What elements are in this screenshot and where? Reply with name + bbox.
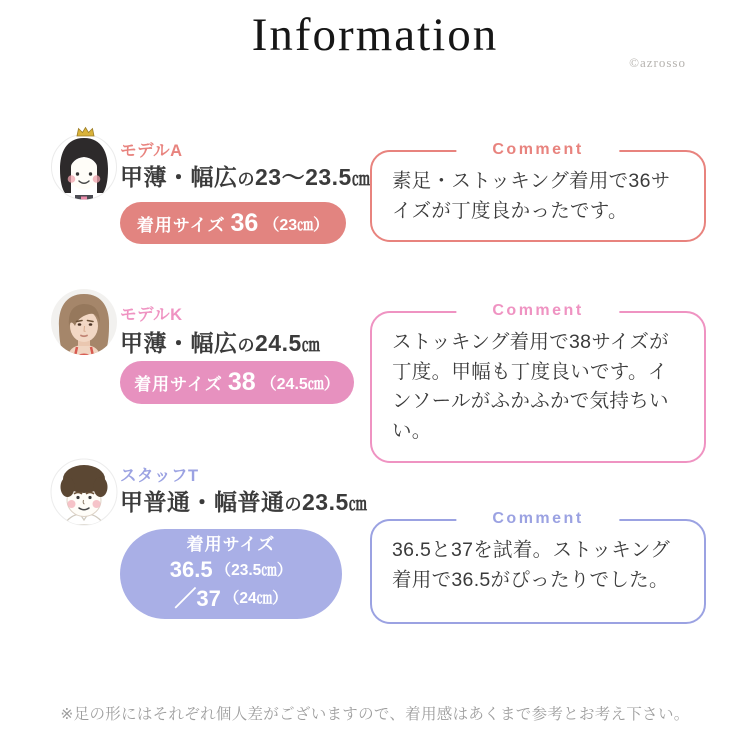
worn-size-value: 36	[230, 208, 259, 237]
comment-bubble	[370, 302, 706, 463]
foot-profile	[120, 325, 320, 358]
model-name: モデルA	[120, 142, 183, 160]
worn-size-line	[170, 556, 293, 585]
model-k-section	[50, 288, 712, 446]
model-name: スタッフT	[120, 467, 199, 485]
model-name: モデルK	[120, 306, 183, 324]
comment-bubble	[370, 510, 706, 624]
worn-size-badge	[120, 361, 354, 404]
staff-t-section	[50, 456, 712, 628]
comment-text: ストッキング着用で38サイズが丁度。甲幅も丁度良いです。インソールがふかふかで気持ちいい。	[392, 331, 669, 442]
comment-text: 36.5と37を試着。ストッキング着用で36.5がぴったりでした。	[392, 539, 671, 591]
woman-avatar	[50, 288, 118, 361]
foot-profile	[120, 159, 370, 192]
page-title: Information	[251, 9, 499, 61]
size-disclaimer: ※足の形にはそれぞれ個人差がございますので、着用感はあくまで参考とお考え下さい。	[60, 706, 690, 723]
worn-size-value: 38	[227, 368, 256, 396]
comment-bubble	[370, 141, 706, 242]
worn-size-line	[174, 585, 287, 614]
particle: の	[284, 495, 302, 514]
comment-text: 素足・ストッキング着用で36サイズが丁度良かったです。	[392, 170, 671, 222]
girl-with-crown-avatar	[50, 125, 118, 206]
brand-credit: ©azrosso	[629, 55, 686, 70]
foot-shape: 甲薄・幅広	[120, 164, 238, 190]
unit: ㎝	[348, 494, 368, 514]
worn-size-label: 着用サイズ	[134, 375, 223, 394]
foot-profile	[120, 484, 367, 517]
worn-size-badge	[120, 202, 346, 244]
worn-size-value-2: ／37	[174, 586, 221, 612]
man-avatar	[50, 456, 118, 531]
foot-shape: 甲薄・幅広	[120, 330, 238, 356]
worn-size-note: （23㎝）	[263, 216, 330, 234]
unit: ㎝	[301, 335, 321, 355]
foot-size: 24.5	[255, 330, 302, 356]
worn-size-label: 着用サイズ	[136, 215, 226, 235]
particle: の	[237, 336, 255, 355]
foot-size: 23.5	[302, 489, 349, 515]
unit: ㎝	[351, 169, 371, 189]
worn-size-badge	[120, 529, 342, 619]
foot-shape: 甲普通・幅普通	[120, 489, 285, 515]
worn-size-note: （23.5㎝）	[215, 561, 293, 579]
comment-label: Comment	[456, 510, 619, 528]
comment-label: Comment	[456, 302, 619, 320]
foot-size: 23〜23.5	[255, 164, 352, 190]
particle: の	[237, 170, 255, 189]
comment-label: Comment	[456, 141, 619, 159]
worn-size-note: （24.5㎝）	[260, 376, 340, 393]
worn-size-value: 36.5	[169, 557, 213, 583]
model-a-section	[50, 126, 712, 278]
worn-size-label: 着用サイズ	[186, 535, 276, 555]
worn-size-note-2: （24㎝）	[223, 590, 288, 608]
